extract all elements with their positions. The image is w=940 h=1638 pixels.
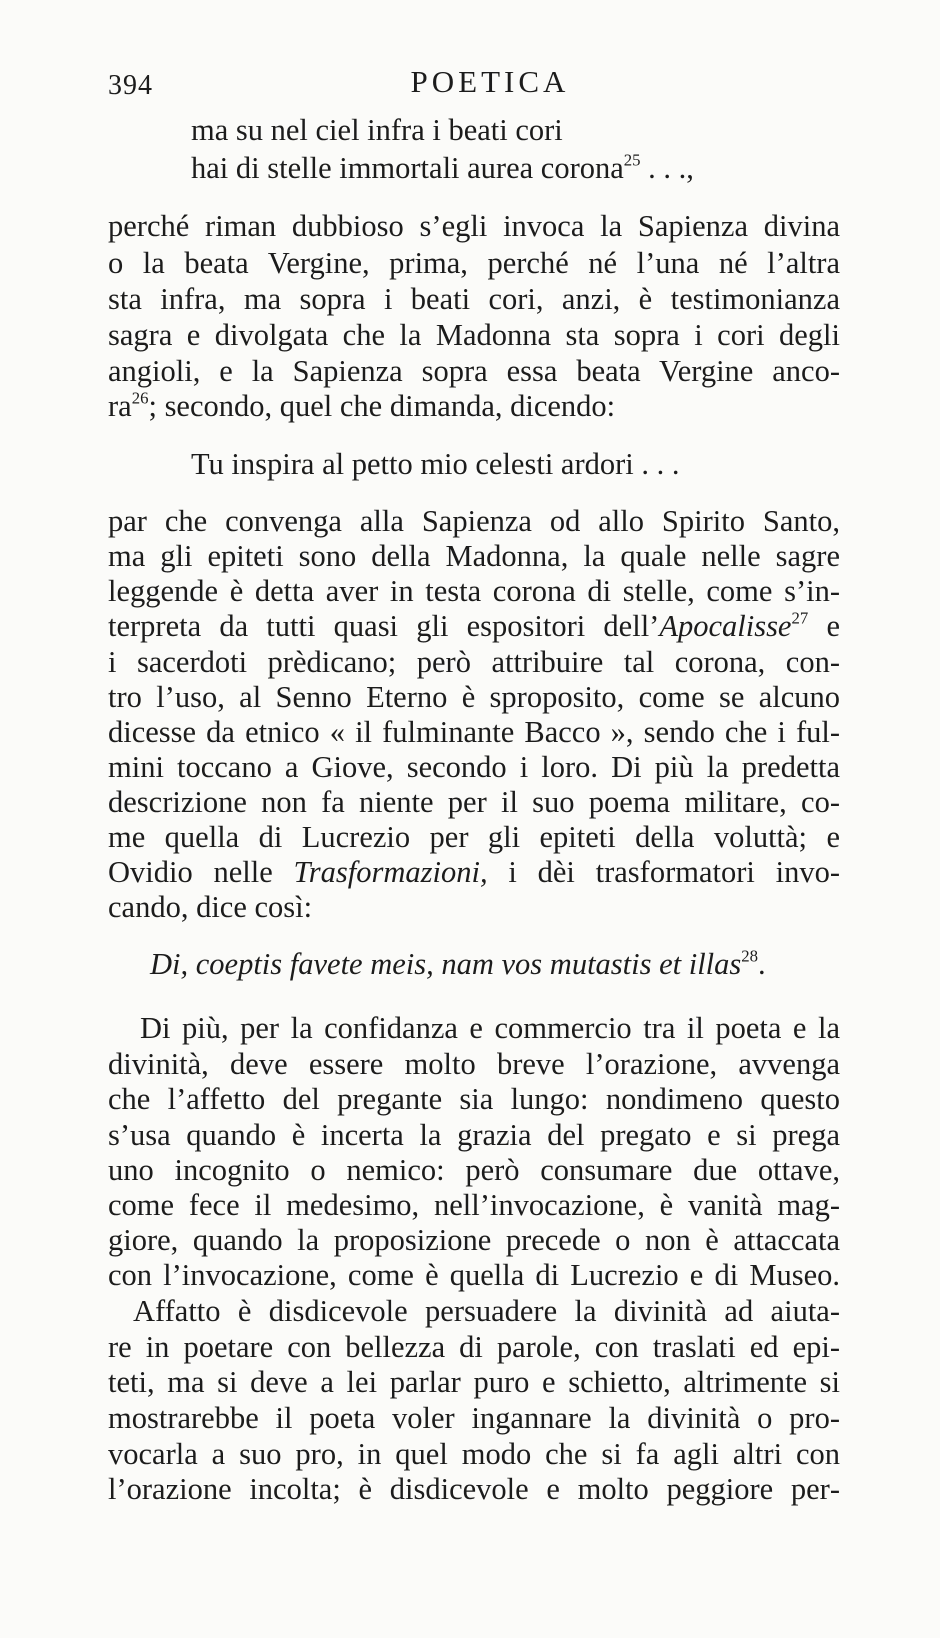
paragraph-line: Ovidio nelle Trasformazioni, i dèi trasformatori invo‑ xyxy=(108,855,840,889)
page-number: 394 xyxy=(108,70,153,101)
paragraph-line: angioli, e la Sapienza sopra essa beata Vergine anco‑ xyxy=(108,354,840,388)
paragraph-line: $ra^{26}$; secondo, quel che dimanda, dicendo: xyxy=(108,388,616,423)
paragraph-line: me quella di Lucrezio per gli epiteti della voluttà; e xyxy=(108,820,840,854)
paragraph-line: uno incognito o nemico: però consumare due ottave, xyxy=(108,1153,840,1187)
paragraph-line: teti, ma si deve a lei parlar puro e schietto, altrimente si xyxy=(108,1365,840,1399)
paragraph-line: par che convenga alla Sapienza od allo Spirito Santo, xyxy=(108,504,840,538)
paragraph-line: che l’affetto del pregante sia lungo: nondimeno questo xyxy=(108,1082,840,1116)
paragraph-line: o la beata Vergine, prima, perché né l’una né l’altra xyxy=(108,246,840,280)
paragraph-line: mini toccano a Giove, secondo i loro. Di più la predetta xyxy=(108,750,840,784)
paragraph-line: cando, dice così: xyxy=(108,890,313,924)
paragraph-line: l’orazione incolta; è disdicevole e molto peggiore per‑ xyxy=(108,1472,840,1506)
paragraph-line: sta infra, ma sopra i beati cori, anzi, è testimonianza xyxy=(108,282,840,316)
paragraph-line: divinità, deve essere molto breve l’orazione, avvenga xyxy=(108,1047,840,1081)
footnote-ref: 28 xyxy=(741,946,759,966)
paragraph-line: giore, quando la proposizione precede o non è attaccata xyxy=(108,1223,840,1257)
paragraph-line: re in poetare con bellezza di parole, con traslati ed epi‑ xyxy=(108,1330,840,1364)
verse-line: ma su nel ciel infra i beati cori xyxy=(191,113,563,147)
paragraph-line: leggende è detta aver in testa corona di stelle, come s’in‑ xyxy=(108,574,840,608)
running-title: POETICA xyxy=(410,64,570,99)
paragraph-line: ma gli epiteti sono della Madonna, la quale nelle sagre xyxy=(108,539,840,573)
footnote-ref: 25 xyxy=(623,150,641,170)
verse-line: Tu inspira al petto mio celesti ardori . . . xyxy=(191,447,680,481)
paragraph-line: vocarla a suo pro, in quel modo che si fa agli altri con xyxy=(108,1437,840,1471)
paragraph-line: Affatto è disdicevole persuadere la divinità ad aiuta‑ xyxy=(133,1294,840,1328)
footnote-ref: 27 xyxy=(791,608,809,628)
paragraph-line: tro l’uso, al Senno Eterno è sproposito, come se alcuno xyxy=(108,680,840,714)
paragraph-line: Di più, per la confidanza e commercio tra il poeta e la xyxy=(140,1011,840,1045)
paragraph-line: come fece il medesimo, nell’invocazione, è vanità mag‑ xyxy=(108,1188,840,1222)
page-header xyxy=(0,64,940,104)
paragraph-line: terpreta da tutti quasi gli espositori dell’Apocalisse$^{27}$ e xyxy=(108,608,840,643)
paragraph-line: dicesse da etnico « il fulminante Bacco », sendo che i ful‑ xyxy=(108,715,840,749)
paragraph-line: con l’invocazione, come è quella di Lucrezio e di Museo. xyxy=(108,1258,840,1292)
footnote-ref: 26 xyxy=(131,388,149,408)
paragraph-line: mostrarebbe il poeta voler ingannare la divinità o pro‑ xyxy=(108,1401,840,1435)
paragraph-line: s’usa quando è incerta la grazia del pregato e si prega xyxy=(108,1118,840,1152)
paragraph-line: descrizione non fa niente per il suo poema militare, co‑ xyxy=(108,785,840,819)
verse-line: hai di stelle immortali aurea corona$^{25}$ . . ., xyxy=(191,150,694,185)
paragraph-line: i sacerdoti prèdicano; però attribuire tal corona, con‑ xyxy=(108,645,840,679)
verse-line: Di, coeptis favete meis, nam vos mutastis et illas$^{28}$. xyxy=(150,946,766,981)
paragraph-line: perché riman dubbioso s’egli invoca la Sapienza divina xyxy=(108,209,840,243)
paragraph-line: sagra e divolgata che la Madonna sta sopra i cori degli xyxy=(108,318,840,352)
